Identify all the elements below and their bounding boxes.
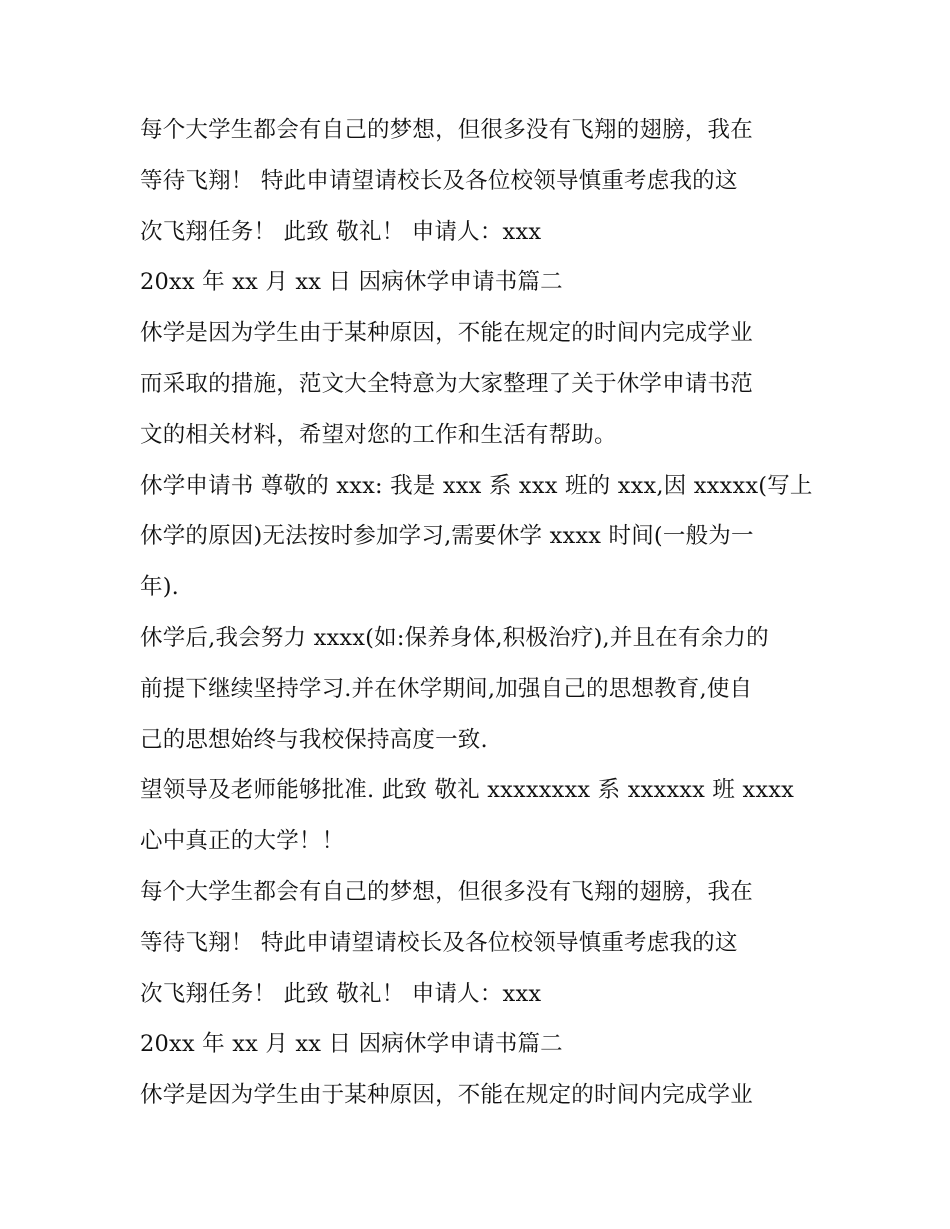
text-line: 而采取的措施，范文大全特意为大家整理了关于休学申请书范 xyxy=(140,370,753,397)
text-line: 休学是因为学生由于某种原因，不能在规定的时间内完成学业 xyxy=(140,1082,753,1109)
text-line: 己的思想始终与我校保持高度一致. xyxy=(140,726,488,753)
text-line: 望领导及老师能够批准. 此致 敬礼 xxxxxxxx 系 xxxxxx 班 xxxx xyxy=(140,777,795,804)
text-line: 等待飞翔！ 特此申请望请校长及各位校领导慎重考虑我的这 xyxy=(140,929,738,956)
text-line: 次飞翔任务！ 此致 敬礼！ 申请人：xxx xyxy=(140,218,542,245)
text-line: 每个大学生都会有自己的梦想，但很多没有飞翔的翅膀，我在 xyxy=(140,878,753,905)
text-line: 休学的原因)无法按时参加学习,需要休学 xxxx 时间(一般为一 xyxy=(140,523,754,550)
text-line: 等待飞翔！ 特此申请望请校长及各位校领导慎重考虑我的这 xyxy=(140,167,738,194)
text-line: 文的相关材料，希望对您的工作和生活有帮助。 xyxy=(140,421,617,448)
text-line: 休学申请书 尊敬的 xxx: 我是 xxx 系 xxx 班的 xxx,因 xxxxx(写上 xyxy=(140,472,813,499)
text-line: 心中真正的大学！！ xyxy=(140,828,345,855)
text-line: 每个大学生都会有自己的梦想，但很多没有飞翔的翅膀，我在 xyxy=(140,117,753,143)
text-line: 休学后,我会努力 xxxx(如:保养身体,积极治疗),并且在有余力的 xyxy=(140,624,769,651)
text-line: 前提下继续坚持学习.并在休学期间,加强自己的思想教育,使自 xyxy=(140,675,753,702)
text-line: 20xx 年 xx 月 xx 日 因病休学申请书篇二 xyxy=(140,269,563,296)
document-body xyxy=(140,105,815,1121)
text-line: 年). xyxy=(140,574,180,601)
text-line: 次飞翔任务！ 此致 敬礼！ 申请人：xxx xyxy=(140,980,542,1007)
text-line: 20xx 年 xx 月 xx 日 因病休学申请书篇二 xyxy=(140,1031,563,1058)
text-line: 休学是因为学生由于某种原因，不能在规定的时间内完成学业 xyxy=(140,320,753,347)
